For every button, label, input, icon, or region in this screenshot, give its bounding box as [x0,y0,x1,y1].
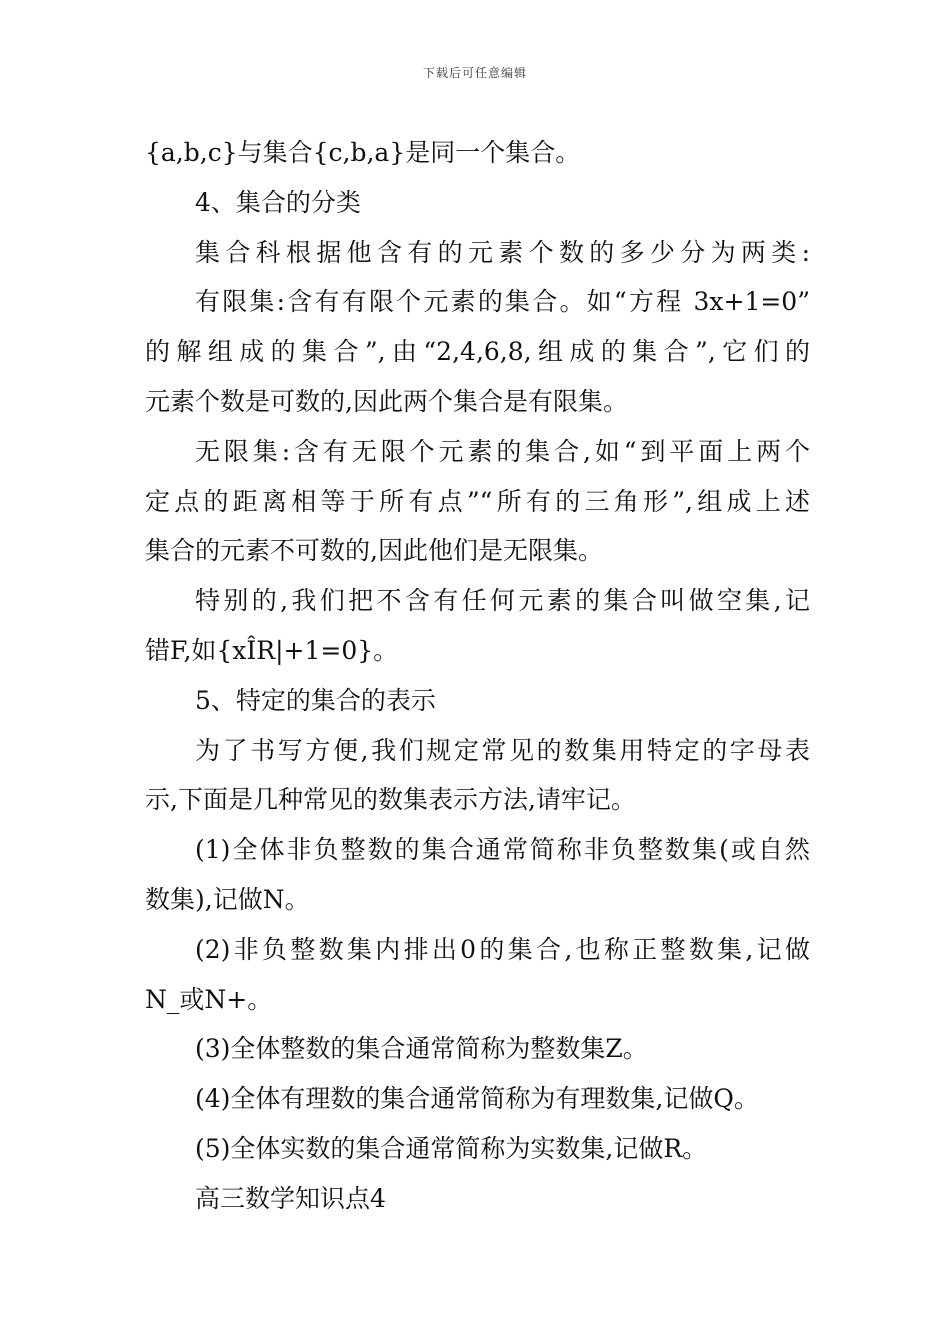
text-line: 数集),记做N。 [145,884,310,914]
document-body [145,128,810,1224]
text-line: 高三数学知识点4 [195,1183,386,1213]
text-line: 5、特定的集合的表示 [195,685,436,715]
text-line: 特别的,我们把不含有任何元素的集合叫做空集,记 [195,586,810,616]
text-line: 元素个数是可数的,因此两个集合是有限集。 [145,386,628,416]
text-line: 有限集:含有有限个元素的集合。如“方程 3x+1=0” [195,287,810,317]
text-line: 4、集合的分类 [195,187,361,217]
text-line: 的解组成的集合”,由“2,4,6,8,组成的集合”,它们的 [145,337,810,367]
text-line: (2)非负整数集内排出0的集合,也称正整数集,记做 [195,934,810,964]
text-line: 为了书写方便,我们规定常见的数集用特定的字母表 [195,735,810,765]
text-line: 定点的距离相等于所有点”“所有的三角形”,组成上述 [145,486,810,516]
text-line: {a,b,c}与集合{c,b,a}是同一个集合。 [145,138,581,167]
text-line: (1)全体非负整数的集合通常简称非负整数集(或自然 [195,835,810,865]
text-line: 错F,如{xÎR|+1=0}。 [145,635,399,665]
text-line: (3)全体整数的集合通常简称为整数集Z。 [195,1034,648,1064]
text-line: N_或N+。 [145,984,273,1014]
text-line: 无限集:含有无限个元素的集合,如“到平面上两个 [195,436,810,466]
text-line: 集合的元素不可数的,因此他们是无限集。 [145,536,603,566]
text-line: (5)全体实数的集合通常简称为实数集,记做R。 [195,1133,708,1163]
page-header: 下载后可任意编辑 [422,66,527,80]
text-line: 示,下面是几种常见的数集表示方法,请牢记。 [145,785,636,815]
text-line: (4)全体有理数的集合通常简称为有理数集,记做Q。 [195,1084,759,1114]
text-line: 集合科根据他含有的元素个数的多少分为两类: [195,237,810,267]
